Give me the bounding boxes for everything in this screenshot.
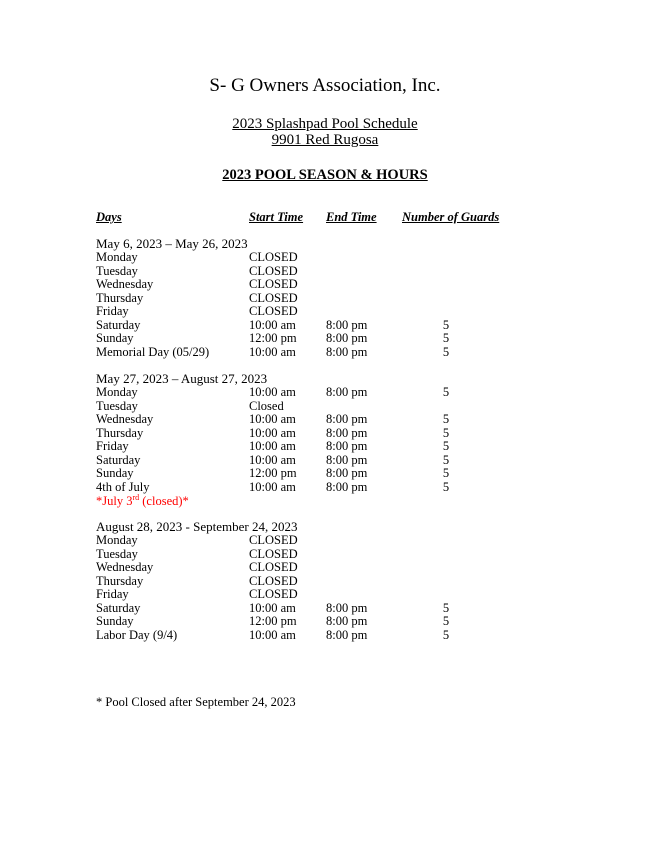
start-time: 10:00 am [249, 439, 296, 453]
start-time: 10:00 am [249, 385, 296, 399]
start-time: 12:00 pm [249, 466, 297, 480]
start-time: 10:00 am [249, 344, 296, 359]
start-time: CLOSED [249, 290, 298, 305]
schedule-row [96, 251, 516, 265]
end-time: 8:00 pm [326, 385, 368, 399]
column-header-days: Days [96, 210, 122, 224]
day-label: Saturday [96, 452, 141, 467]
schedule-row [96, 265, 516, 279]
schedule-row [96, 305, 516, 319]
guard-count: 5 [442, 439, 450, 453]
guard-count: 5 [442, 614, 450, 628]
start-time: CLOSED [249, 546, 298, 561]
day-label: Tuesday [96, 398, 138, 413]
end-time: 8:00 pm [326, 317, 368, 332]
closure-note: *July 3rd (closed)* [96, 492, 189, 508]
column-header-guards: Number of Guards [402, 210, 500, 224]
day-label: Sunday [96, 614, 134, 628]
day-label: Sunday [96, 466, 134, 480]
schedule-row [96, 346, 516, 360]
schedule-row [96, 278, 516, 292]
end-time: 8:00 pm [326, 600, 368, 615]
start-time: CLOSED [249, 533, 298, 547]
day-label: Wednesday [96, 412, 154, 426]
day-label: Tuesday [96, 263, 138, 278]
start-time: 10:00 am [249, 479, 296, 494]
guard-count: 5 [442, 385, 450, 399]
guard-count: 5 [442, 344, 450, 359]
schedule-row [96, 386, 516, 400]
season-heading: 2023 POOL SEASON & HOURS [222, 167, 428, 183]
start-time: Closed [249, 398, 284, 413]
schedule-row [96, 440, 516, 454]
start-time: 10:00 am [249, 452, 296, 467]
end-time: 8:00 pm [326, 331, 368, 345]
start-time: 10:00 am [249, 425, 296, 440]
schedule-row [96, 548, 516, 562]
day-label: Monday [96, 533, 138, 547]
day-label: Wednesday [96, 277, 154, 291]
schedule-row [96, 427, 516, 441]
start-time: CLOSED [249, 304, 298, 318]
guard-count: 5 [442, 317, 450, 332]
schedule-row [96, 454, 516, 468]
start-time: 10:00 am [249, 317, 296, 332]
schedule-row [96, 615, 516, 629]
schedule-row [96, 413, 516, 427]
day-label: Thursday [96, 573, 144, 588]
end-time: 8:00 pm [326, 452, 368, 467]
end-time: 8:00 pm [326, 425, 368, 440]
schedule-row [96, 400, 516, 414]
start-time: CLOSED [249, 560, 298, 574]
section-heading: May 6, 2023 – May 26, 2023 [96, 236, 248, 251]
schedule-row [96, 588, 516, 602]
start-time: CLOSED [249, 277, 298, 291]
schedule-row [96, 629, 516, 643]
end-time: 8:00 pm [326, 614, 368, 628]
schedule-row [96, 292, 516, 306]
day-label: Saturday [96, 600, 141, 615]
schedule-row [96, 319, 516, 333]
schedule-row [96, 481, 516, 495]
start-time: 10:00 am [249, 600, 296, 615]
end-time: 8:00 pm [326, 439, 368, 453]
schedule-row [96, 602, 516, 616]
column-header-start-time: Start Time [249, 210, 304, 224]
end-time: 8:00 pm [326, 466, 368, 480]
day-label: Memorial Day (05/29) [96, 344, 210, 359]
start-time: 12:00 pm [249, 614, 297, 628]
section-heading: August 28, 2023 - September 24, 2023 [96, 519, 298, 534]
start-time: 12:00 pm [249, 331, 297, 345]
guard-count: 5 [442, 412, 450, 426]
schedule-row [96, 534, 516, 548]
footer-note: * Pool Closed after September 24, 2023 [96, 695, 296, 709]
pool-address: 9901 Red Rugosa [271, 132, 379, 148]
column-header-end-time: End Time [326, 210, 377, 224]
day-label: Thursday [96, 290, 144, 305]
start-time: CLOSED [249, 587, 298, 601]
schedule-row [96, 467, 516, 481]
end-time: 8:00 pm [326, 627, 368, 642]
document-title: S- G Owners Association, Inc. [209, 75, 441, 96]
end-time: 8:00 pm [326, 479, 368, 494]
day-label: Friday [96, 304, 129, 318]
end-time: 8:00 pm [326, 344, 368, 359]
day-label: Sunday [96, 331, 134, 345]
start-time: CLOSED [249, 573, 298, 588]
schedule-row [96, 332, 516, 346]
schedule-row [96, 561, 516, 575]
guard-count: 5 [442, 479, 450, 494]
day-label: Thursday [96, 425, 144, 440]
schedule-section [96, 237, 516, 359]
schedule-title: 2023 Splashpad Pool Schedule [232, 116, 418, 132]
guard-count: 5 [442, 425, 450, 440]
day-label: Wednesday [96, 560, 154, 574]
guard-count: 5 [442, 627, 450, 642]
start-time: CLOSED [249, 250, 298, 264]
section-heading: May 27, 2023 – August 27, 2023 [96, 371, 268, 386]
day-label: Tuesday [96, 546, 138, 561]
guard-count: 5 [442, 600, 450, 615]
start-time: 10:00 am [249, 627, 296, 642]
schedule-row [96, 575, 516, 589]
schedule-section [96, 372, 516, 508]
guard-count: 5 [442, 466, 450, 480]
day-label: Friday [96, 587, 129, 601]
start-time: 10:00 am [249, 412, 296, 426]
day-label: Monday [96, 385, 138, 399]
schedule-section [96, 520, 516, 642]
day-label: Friday [96, 439, 129, 453]
guard-count: 5 [442, 452, 450, 467]
guard-count: 5 [442, 331, 450, 345]
end-time: 8:00 pm [326, 412, 368, 426]
day-label: Monday [96, 250, 138, 264]
day-label: Labor Day (9/4) [96, 627, 178, 642]
day-label: 4th of July [96, 479, 150, 494]
day-label: Saturday [96, 317, 141, 332]
start-time: CLOSED [249, 263, 298, 278]
